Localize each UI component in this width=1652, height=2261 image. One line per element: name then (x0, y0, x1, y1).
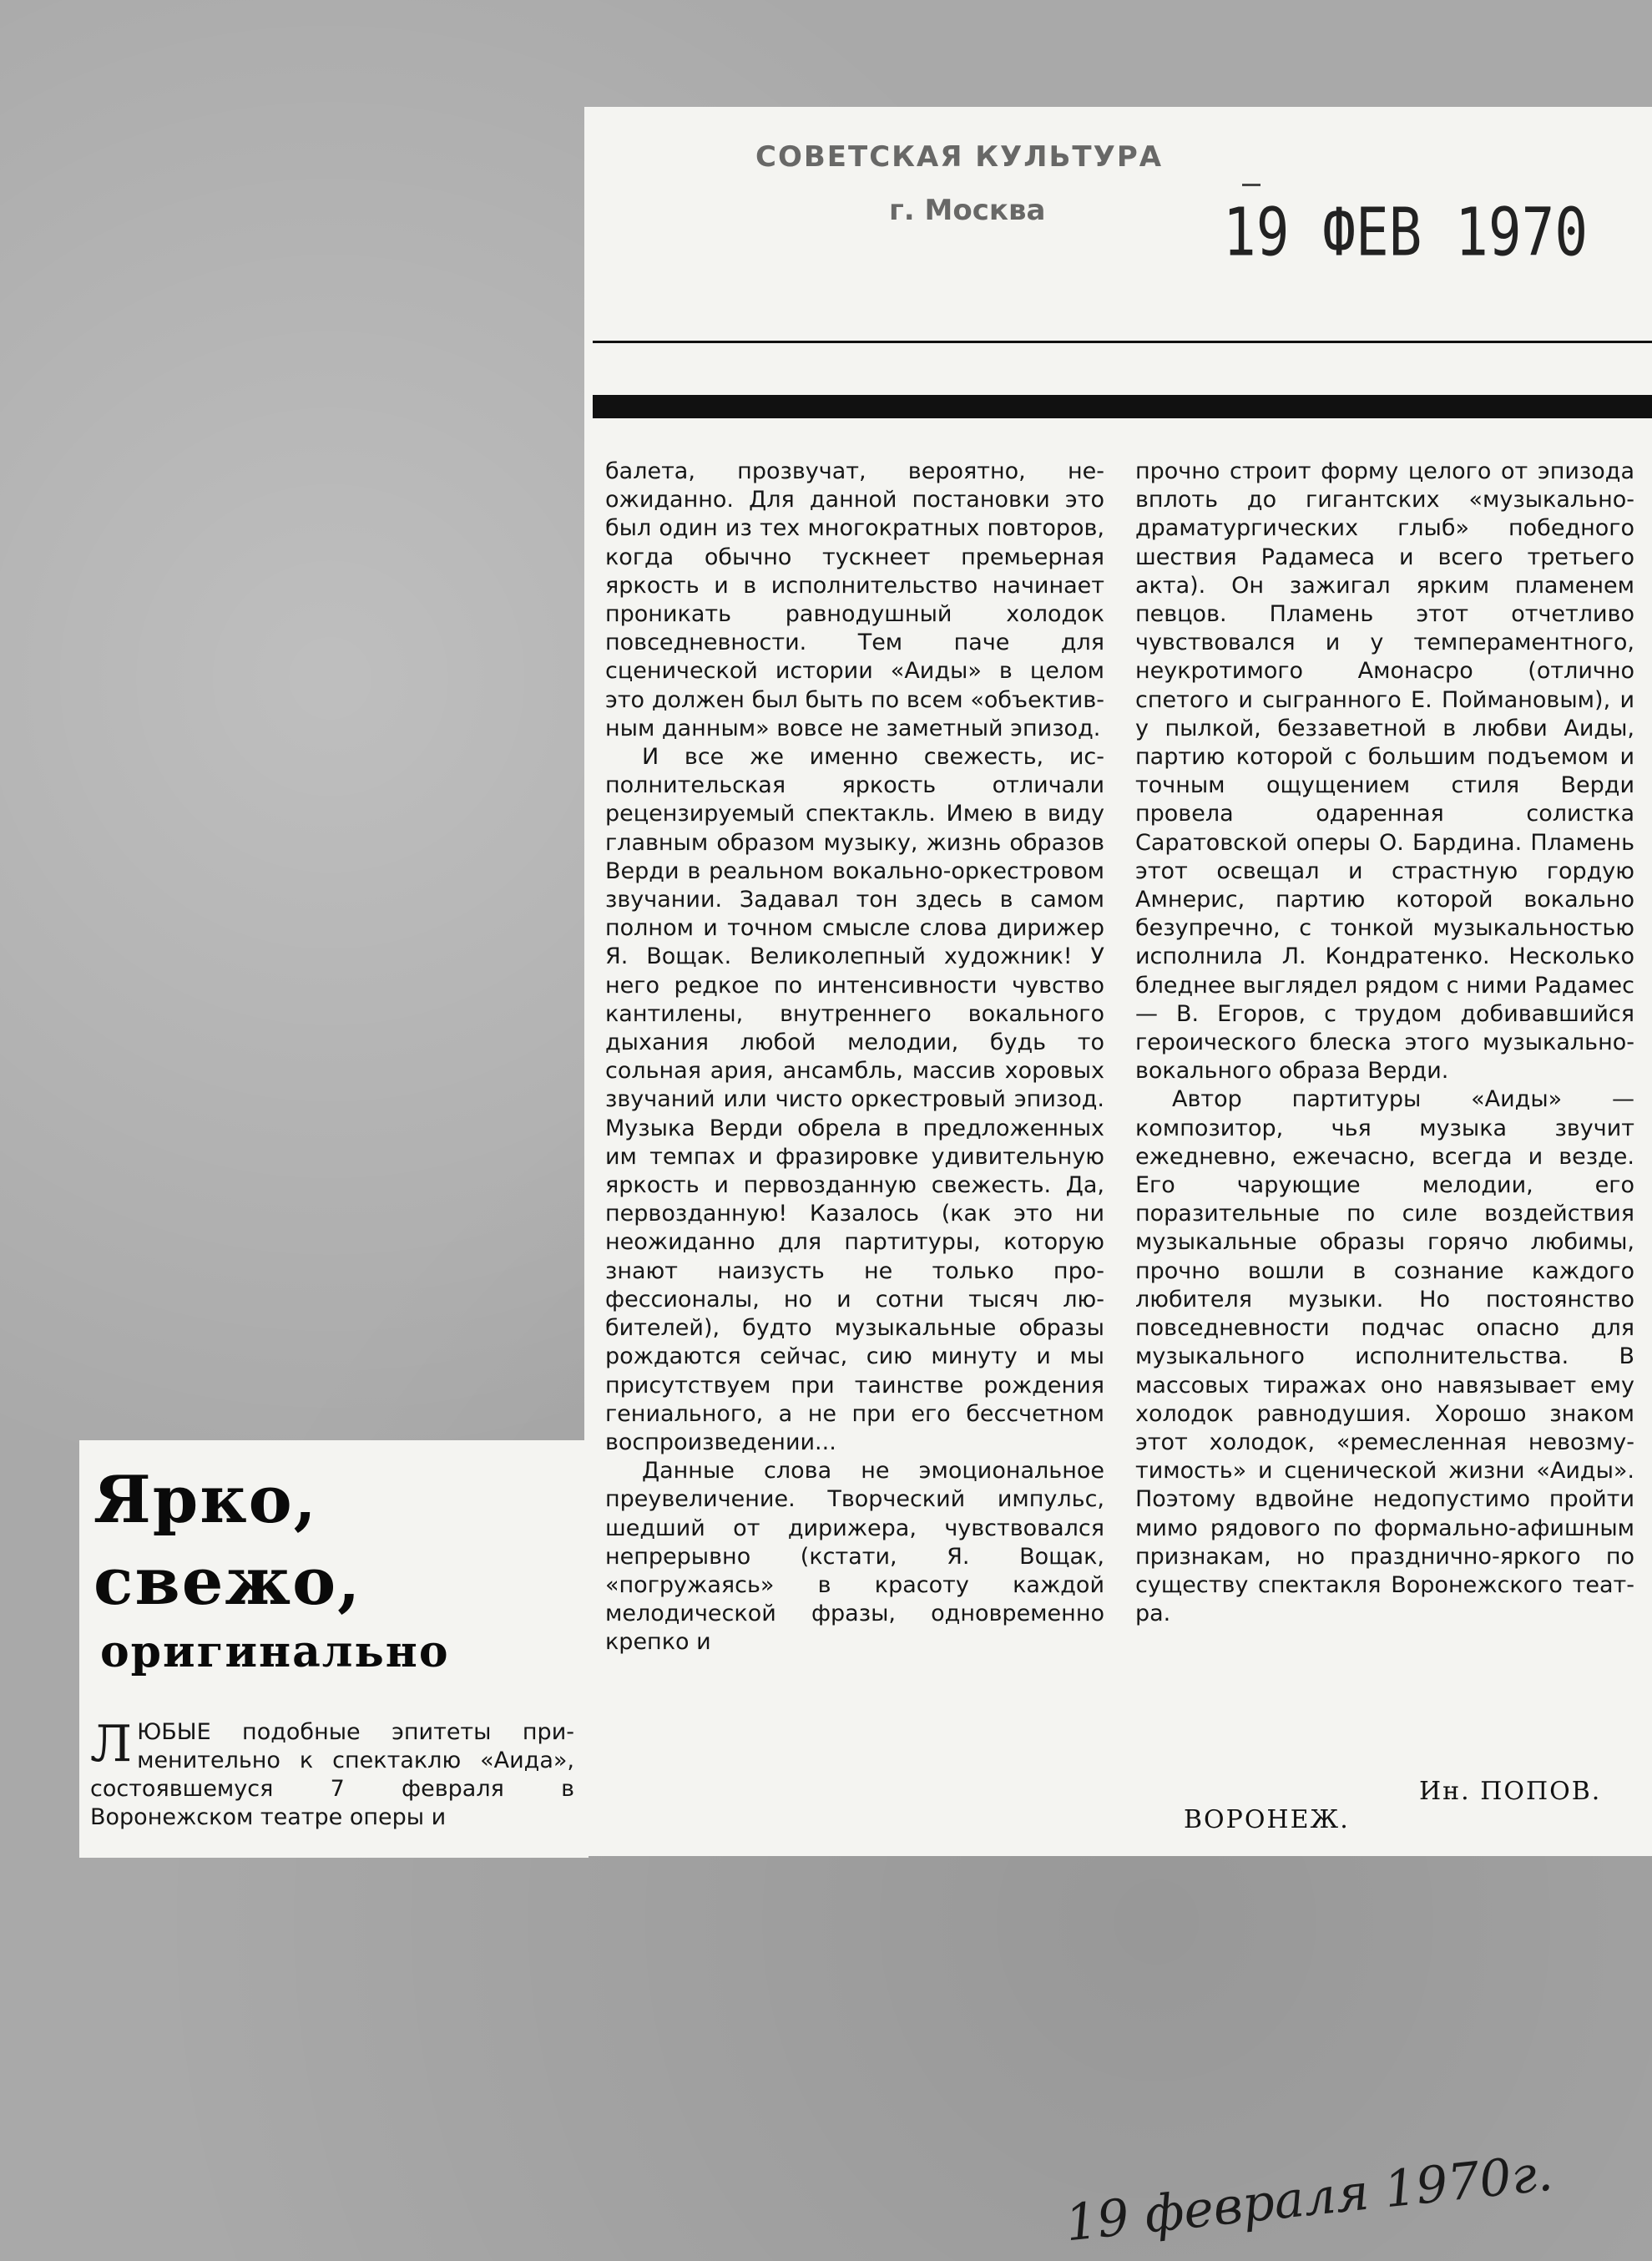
author-signature: Ин. ПОПОВ. (1419, 1777, 1602, 1806)
headline-line-3: оригинально (100, 1626, 450, 1677)
handwritten-date: 19 февраля 1970г. (1062, 2143, 1556, 2253)
paragraph: Автор партитуры «Аиды» — композитор, чья музыка звучит ежедневно, ежечасно, всегда и везде. Его чарующие мелодии, его поразительные по силе воздействия музыкальные образы горячо любимы, прочно вошли в сознание каждого любителя музыки. Но постоянство повседневности подчас опасно для музыкального исполнительства. В массовых тиражах оно навязывает ему холодок равнодушия. Хорошо знаком этот холодок, «ремесленная невозмутимость» и сценической жизни «Аиды». Поэтому вдвойне недопустимо пройти мимо рядового по формально-афишным признакам, но празднично-яркого по существу спектакля Воронежского театра. (1135, 1086, 1634, 1627)
dateline: ВОРОНЕЖ. (1184, 1805, 1350, 1834)
paragraph: Данные слова не эмоциональное преувеличение. Творческий импульс, шедший от дирижeра, чувствовался непрерывно (кстати, Я. Вощак, «погружаясь» в красоту каждой мелодической фразы, одновременно крепко и (605, 1458, 1104, 1656)
newspaper-stamp: СОВЕТСКАЯ КУЛЬТУРА (755, 140, 1164, 174)
thick-rule (593, 395, 1652, 418)
paragraph: И все же именно свежесть, исполнительская яркость отличали рецензируемый спектакль. Имею в виду главным образом музыку, жизнь образов Верди в реальном вокально-оркестровом звучании. Задавал тон здесь в самом полном и точном смысле слова дирижер Я. Вощак. Великолепный художник! У него редкое по интенсивности чувство кантилены, внутреннего вокального дыхания любой мелодии, будь то сольная ария, ансамбль, массив хоровых звучаний или чисто оркестровый эпизод. Музыка Верди обрела в предложенных им темпах и фразировке удивительную яркость и первозданную свежесть. Да, первозданную! Казалось (как это ни неожиданно для партитуры, которую знают наизусть не только профессионалы, но и сотни тысяч любителей), будто музыкальные образы рождаются сейчас, сию минуту и мы присутствуем при таинстве рождения гениального, а не при его бессчетном воспроизведении... (605, 744, 1104, 1455)
headline-line-1: Ярко, (93, 1462, 318, 1538)
drop-cap: Л (90, 1715, 133, 1773)
paragraph: прочно строит форму целого от эпизода вплоть до гигантских «музыкально-драматургических глыб» победного шествия Радамеса и всего третьего акта). Он зажигал ярким пламенем певцов. Пламень этот отчетливо чувствовался и у темпераментного, неукротимого Амонасро (отлично спетого и сыгранного Е. Поймановым), и у пылкой, беззаветной в любви Аиды, партию которой с большим подъемом и точным ощущением стиля Верди провела одаренная солистка Саратовской оперы О. Бардина. Пламень этот освещал и страстную гордую Амнерис, партию которой вокально безупречно, с тонкой музыкальностью исполнила Л. Кондратенко. Несколько бледнее выглядел рядом с ними Радамес — В. Егоров, с трудом добивавшийся героического блеска этого музыкально-вокального образа Верди. (1135, 458, 1634, 1085)
article-column-1 (605, 458, 1104, 1657)
headline-line-2: свежо, (93, 1544, 362, 1620)
lead-paragraph (90, 1715, 574, 1832)
headline (93, 1459, 450, 1682)
date-stamp: 19 ФЕВ 1970 (1223, 194, 1589, 271)
thin-rule (593, 341, 1652, 343)
city-stamp: г. Москва (889, 194, 1046, 227)
stamp-dash (1242, 184, 1260, 186)
article-column-2 (1135, 458, 1634, 1628)
paragraph: балета, прозвучат, вероятно, неожиданно. Для данной постановки это был один из тех многократных повторов, когда обычно тускнеет премьерная яркость и в исполнительство начинает проникать равнодушный холодок повседневности. Тем паче для сценической истории «Аиды» в целом это должен был быть по всем «объективным данным» вовсе не заметный эпизод. (605, 458, 1104, 741)
lead-text: ЮБЫЕ подобные эпитеты применительно к спектаклю «Аида», состоявшемуся 7 февраля в Воронежском театре оперы и (90, 1719, 574, 1830)
